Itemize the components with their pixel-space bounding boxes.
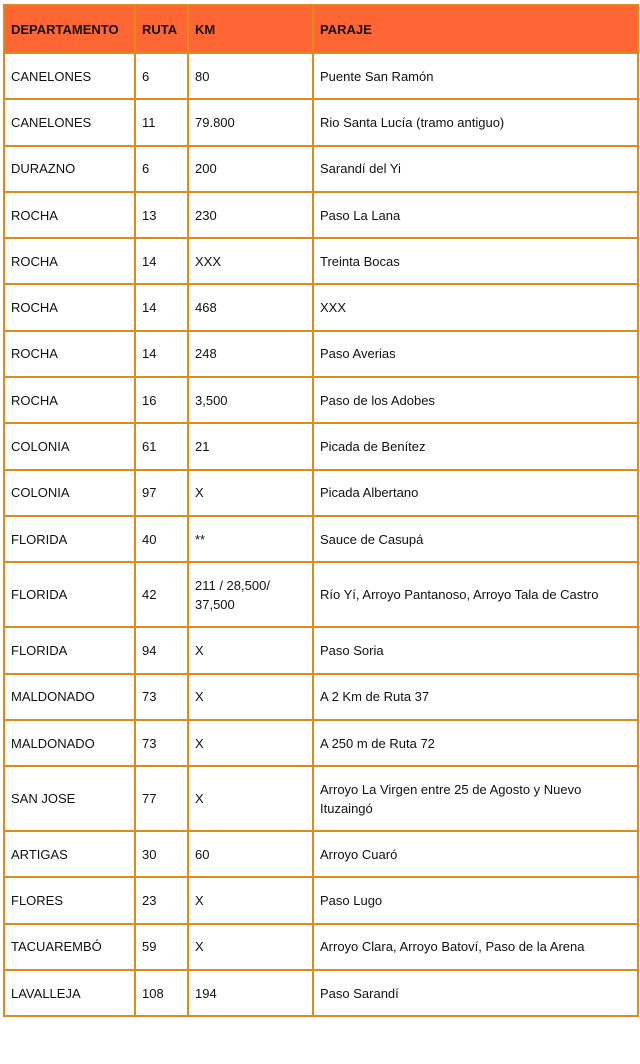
cell-paraje: A 250 m de Ruta 72 bbox=[313, 720, 638, 766]
cell-paraje: Arroyo La Virgen entre 25 de Agosto y Nuevo Ituzaingó bbox=[313, 766, 638, 831]
cell-paraje: Sauce de Casupá bbox=[313, 516, 638, 562]
cell-departamento: FLORIDA bbox=[4, 627, 135, 673]
cell-paraje: Paso de los Adobes bbox=[313, 377, 638, 423]
cell-paraje: A 2 Km de Ruta 37 bbox=[313, 674, 638, 720]
cell-km: 230 bbox=[188, 192, 313, 238]
cell-ruta: 108 bbox=[135, 970, 188, 1016]
cell-ruta: 73 bbox=[135, 674, 188, 720]
table-row bbox=[4, 284, 638, 330]
cell-km: 21 bbox=[188, 423, 313, 469]
cell-km: 200 bbox=[188, 146, 313, 192]
cell-km: 211 / 28,500/ 37,500 bbox=[188, 562, 313, 627]
cell-ruta: 14 bbox=[135, 284, 188, 330]
cell-paraje: Arroyo Cuaró bbox=[313, 831, 638, 877]
cell-ruta: 14 bbox=[135, 331, 188, 377]
cell-ruta: 6 bbox=[135, 146, 188, 192]
table-row bbox=[4, 146, 638, 192]
cell-departamento: CANELONES bbox=[4, 99, 135, 145]
cell-departamento: COLONIA bbox=[4, 423, 135, 469]
cell-departamento: ROCHA bbox=[4, 377, 135, 423]
cell-ruta: 61 bbox=[135, 423, 188, 469]
cell-departamento: ROCHA bbox=[4, 238, 135, 284]
cell-departamento: DURAZNO bbox=[4, 146, 135, 192]
cell-km: X bbox=[188, 674, 313, 720]
cell-departamento: ROCHA bbox=[4, 192, 135, 238]
cell-ruta: 13 bbox=[135, 192, 188, 238]
header-paraje: PARAJE bbox=[313, 5, 638, 53]
table-row bbox=[4, 53, 638, 99]
cell-km: ** bbox=[188, 516, 313, 562]
table-row bbox=[4, 924, 638, 970]
cell-departamento: MALDONADO bbox=[4, 674, 135, 720]
table-row bbox=[4, 831, 638, 877]
table-row bbox=[4, 562, 638, 627]
table-row bbox=[4, 423, 638, 469]
cell-departamento: FLORIDA bbox=[4, 516, 135, 562]
table-row bbox=[4, 674, 638, 720]
table-row bbox=[4, 238, 638, 284]
cell-km: XXX bbox=[188, 238, 313, 284]
table-row bbox=[4, 766, 638, 831]
cell-departamento: FLORES bbox=[4, 877, 135, 923]
cell-ruta: 42 bbox=[135, 562, 188, 627]
cell-km: 468 bbox=[188, 284, 313, 330]
cell-paraje: Picada de Benítez bbox=[313, 423, 638, 469]
cell-ruta: 30 bbox=[135, 831, 188, 877]
cell-paraje: Sarandí del Yi bbox=[313, 146, 638, 192]
cell-departamento: ARTIGAS bbox=[4, 831, 135, 877]
cell-paraje: Paso La Lana bbox=[313, 192, 638, 238]
cell-ruta: 16 bbox=[135, 377, 188, 423]
cell-departamento: MALDONADO bbox=[4, 720, 135, 766]
cell-km: X bbox=[188, 470, 313, 516]
cell-ruta: 77 bbox=[135, 766, 188, 831]
cell-paraje: Río Yí, Arroyo Pantanoso, Arroyo Tala de Castro bbox=[313, 562, 638, 627]
header-row bbox=[4, 5, 638, 53]
cell-km: 3,500 bbox=[188, 377, 313, 423]
cell-km: X bbox=[188, 720, 313, 766]
cell-km: X bbox=[188, 766, 313, 831]
table-row bbox=[4, 377, 638, 423]
cell-departamento: TACUAREMBÓ bbox=[4, 924, 135, 970]
cell-ruta: 14 bbox=[135, 238, 188, 284]
header-km: KM bbox=[188, 5, 313, 53]
cell-ruta: 97 bbox=[135, 470, 188, 516]
cell-ruta: 59 bbox=[135, 924, 188, 970]
cell-km: X bbox=[188, 627, 313, 673]
cell-km: 80 bbox=[188, 53, 313, 99]
table-row bbox=[4, 470, 638, 516]
cell-paraje: Paso Soria bbox=[313, 627, 638, 673]
cell-km: X bbox=[188, 924, 313, 970]
cell-paraje: Arroyo Clara, Arroyo Batoví, Paso de la Arena bbox=[313, 924, 638, 970]
table-row bbox=[4, 192, 638, 238]
cell-km: 194 bbox=[188, 970, 313, 1016]
cell-departamento: COLONIA bbox=[4, 470, 135, 516]
table-row bbox=[4, 970, 638, 1016]
table-row bbox=[4, 720, 638, 766]
cell-km: 60 bbox=[188, 831, 313, 877]
table-row bbox=[4, 516, 638, 562]
cell-paraje: XXX bbox=[313, 284, 638, 330]
cell-km: X bbox=[188, 877, 313, 923]
cell-ruta: 73 bbox=[135, 720, 188, 766]
cell-departamento: SAN JOSE bbox=[4, 766, 135, 831]
cell-departamento: ROCHA bbox=[4, 331, 135, 377]
header-ruta: RUTA bbox=[135, 5, 188, 53]
cell-km: 79.800 bbox=[188, 99, 313, 145]
cell-departamento: ROCHA bbox=[4, 284, 135, 330]
cell-paraje: Treinta Bocas bbox=[313, 238, 638, 284]
cell-paraje: Puente San Ramón bbox=[313, 53, 638, 99]
cell-ruta: 40 bbox=[135, 516, 188, 562]
cell-paraje: Paso Averias bbox=[313, 331, 638, 377]
table-row bbox=[4, 877, 638, 923]
cell-paraje: Paso Sarandí bbox=[313, 970, 638, 1016]
table-row bbox=[4, 331, 638, 377]
table-row bbox=[4, 99, 638, 145]
table-row bbox=[4, 627, 638, 673]
header-departamento: DEPARTAMENTO bbox=[4, 5, 135, 53]
cell-paraje: Picada Albertano bbox=[313, 470, 638, 516]
cell-departamento: FLORIDA bbox=[4, 562, 135, 627]
cell-km: 248 bbox=[188, 331, 313, 377]
cell-ruta: 6 bbox=[135, 53, 188, 99]
parajes-table bbox=[3, 4, 639, 1017]
cell-ruta: 11 bbox=[135, 99, 188, 145]
cell-ruta: 94 bbox=[135, 627, 188, 673]
cell-paraje: Paso Lugo bbox=[313, 877, 638, 923]
cell-paraje: Rio Santa Lucía (tramo antiguo) bbox=[313, 99, 638, 145]
cell-departamento: LAVALLEJA bbox=[4, 970, 135, 1016]
cell-departamento: CANELONES bbox=[4, 53, 135, 99]
cell-ruta: 23 bbox=[135, 877, 188, 923]
